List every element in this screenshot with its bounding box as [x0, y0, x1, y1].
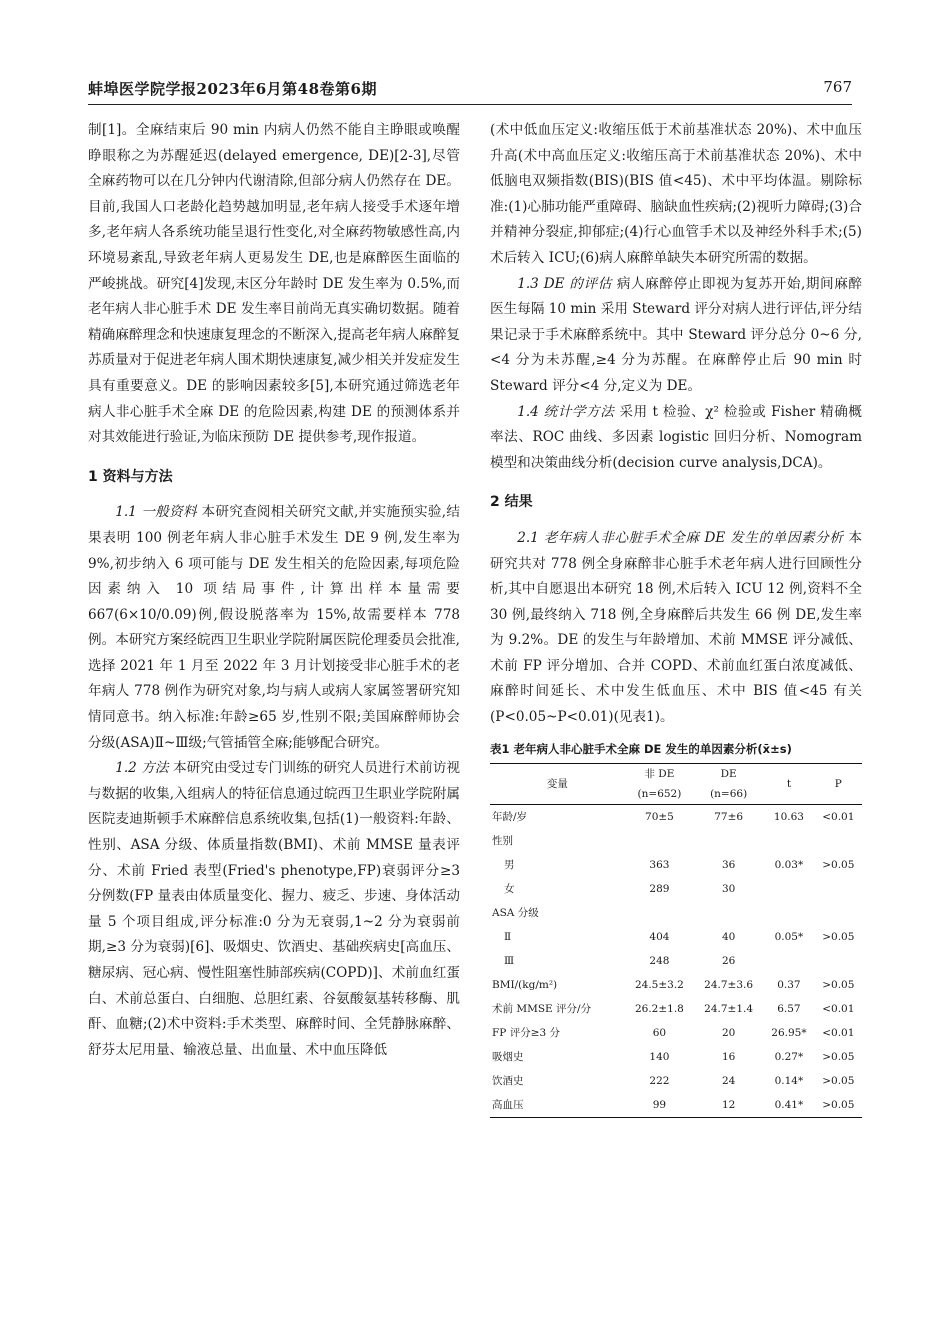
- table-cell-p: >0.05: [822, 858, 855, 871]
- table-cell-t: [763, 901, 814, 925]
- table-row: [490, 877, 862, 901]
- section-1-1-title: 1.1 一般资料: [115, 504, 197, 521]
- table-cell-var: FP 评分≥3 分: [492, 1026, 561, 1039]
- table-cell-t: 0.05*: [774, 930, 804, 943]
- table-cell-de: 24.7±1.4: [704, 1002, 754, 1015]
- table-cell-nonde: 248: [649, 954, 670, 967]
- table-cell-nonde: [625, 829, 694, 853]
- col-header-nonde: 非 DE: [644, 767, 675, 780]
- col-header-de-n: (n=66): [710, 787, 748, 800]
- table-cell-t: 6.57: [777, 1002, 801, 1015]
- table-cell-t: [763, 877, 814, 901]
- table-cell-var: 高血压: [492, 1098, 524, 1111]
- table-cell-de: 77±6: [714, 810, 744, 823]
- col-header-de: DE: [720, 767, 737, 780]
- section-1-2-text: 本研究由受过专门训练的研究人员进行术前访视与数据的收集,入组病人的特征信息通过皖西卫生职业学院附属医院麦迪斯顿手术麻醉信息系统收集,包括(1)一般资料:年龄、性别、ASA 分级、体质量指数(BMI)、术前 MMSE 量表评分、术前 Fried 表型(Fried's phenotype,FP)衰弱评分≥3 分例数(FP 量表由体质量变化、握力、疲乏、步速、身体活动量 5 个项目组成,评分标准:0 分为无衰弱,1~2 分为衰弱前期,≥3 分为衰弱)[6]、吸烟史、饮酒史、基础疾病史[高血压、糖尿病、冠心病、慢性阻塞性肺部疾病(COPD)]、术前血红蛋白、术前总蛋白、白细胞、总胆红素、谷氨酸氨基转移酶、肌酐、血糖;(2)术中资料:手术类型、麻醉时间、全凭静脉麻醉、舒芬太尼用量、输液总量、出血量、术中血压降低: [88, 760, 460, 1058]
- section-1-4-title: 1.4 统计学方法: [517, 403, 615, 420]
- section-2-1: [490, 526, 862, 731]
- table-cell-nonde: 26.2±1.8: [634, 1002, 684, 1015]
- table-title: 表1 老年病人非心脏手术全麻 DE 发生的单因素分析(x̄±s): [490, 741, 792, 756]
- table-cell-var: ASA 分级: [492, 906, 539, 919]
- table-cell-p: <0.01: [822, 1026, 855, 1039]
- table-cell-nonde: 363: [649, 858, 670, 871]
- table-cell-de: 24.7±3.6: [704, 978, 754, 991]
- col-header-t: t: [786, 777, 792, 790]
- section-2-1-text: 本研究共对 778 例全身麻醉非心脏手术老年病人进行回顾性分析,其中自愿退出本研究 18 例,术后转入 ICU 12 例,资料不全 30 例,最终纳入 718 例,全身麻醉后共发生 66 例 DE,发生率为 9.2%。DE 的发生与年龄增加、术前 MMSE 评分减低、术前 FP 评分增加、合并 COPD、术前血红蛋白浓度减低、麻醉时间延长、术中发生低血压、术中 BIS 值<45 有关(P<0.05~P<0.01)(见表1)。: [490, 529, 862, 726]
- table-cell-nonde: 99: [652, 1098, 667, 1111]
- table-cell-de: 24: [721, 1074, 736, 1087]
- col-header-p: P: [834, 777, 842, 790]
- table-row: [490, 1021, 862, 1045]
- table-cell-nonde: 404: [649, 930, 670, 943]
- table-cell-p: >0.05: [822, 978, 855, 991]
- intro-paragraph: 制[1]。全麻结束后 90 min 内病人仍然不能自主睁眼或唤醒睁眼称之为苏醒延迟(delayed emergence, DE)[2-3],尽管全麻药物可以在几分钟内代谢清除,但部分病人仍然存在 DE。目前,我国人口老龄化趋势越加明显,老年病人接受手术逐年增多,老年病人各系统功能呈退行性变化,对全麻药物敏感性高,内环境易紊乱,导致老年病人更易发生 DE,也是麻醉医生面临的严峻挑战。研究[4]发现,末区分年龄时 DE 发生率为 0.5%,而老年病人非心脏手术 DE 发生率目前尚无真实确切数据。随着精确麻醉理念和快速康复理念的不断深入,提高老年病人麻醉复苏质量对于促进老年病人围术期快速康复,减少相关并发症发生具有重要意义。DE 的影响因素较多[5],本研究通过筛选老年病人非心脏手术全麻 DE 的危险因素,构建 DE 的预测体系并对其效能进行验证,为临床预防 DE 提供参考,现作报道。: [88, 122, 460, 446]
- table-row: [490, 997, 862, 1021]
- table-body: [490, 804, 862, 1117]
- table-cell-t: 0.14*: [774, 1074, 804, 1087]
- table-cell-t: 0.41*: [774, 1098, 804, 1111]
- table-cell-t: [763, 949, 814, 973]
- table-cell-p: [815, 829, 862, 853]
- table-cell-p: >0.05: [822, 1098, 855, 1111]
- table-cell-de: 16: [721, 1050, 736, 1063]
- table-row: [490, 949, 862, 973]
- table-cell-var: 饮酒史: [492, 1074, 524, 1087]
- col-header-nonde-n: (n=652): [637, 787, 682, 800]
- table-cell-t: 10.63: [773, 810, 804, 823]
- table-cell-p: <0.01: [822, 1002, 855, 1015]
- section-heading-results: 2 结果: [490, 494, 533, 511]
- section-1-2: [88, 756, 460, 1063]
- table-cell-var: 性别: [492, 834, 513, 847]
- table-cell-var: 男: [504, 858, 515, 871]
- section-1-3-title: 1.3 DE 的评估: [517, 275, 612, 292]
- table-cell-nonde: 140: [649, 1050, 670, 1063]
- table-cell-t: [763, 829, 814, 853]
- left-column: [88, 118, 460, 1063]
- table-cell-nonde: 60: [652, 1026, 667, 1039]
- continued-paragraph: (术中低血压定义:收缩压低于术前基准状态 20%)、术中血压升高(术中高血压定义:收缩压高于术前基准状态 20%)、术中低脑电双频指数(BIS)(BIS 值<45)、术中平均体温。剔除标准:(1)心肺功能严重障碍、脑缺血性疾病;(2)视听力障碍;(3)合并精神分裂症,抑郁症;(4)行心血管手术以及神经外科手术;(5)术后转入 ICU;(6)病人麻醉单缺失本研究所需的数据。: [490, 122, 862, 266]
- section-1-1: [88, 500, 460, 756]
- table-cell-p: [815, 877, 862, 901]
- table-cell-t: 0.03*: [774, 858, 804, 871]
- page-header: [88, 74, 852, 105]
- table-cell-de: 40: [721, 930, 736, 943]
- table-row: [490, 1045, 862, 1069]
- table-cell-p: [815, 949, 862, 973]
- section-heading-methods: 1 资料与方法: [88, 468, 173, 485]
- table-cell-de: [694, 901, 763, 925]
- section-1-4-text: 采用 t 检验、χ² 检验或 Fisher 精确概率法、ROC 曲线、多因素 logistic 回归分析、Nomogram 模型和决策曲线分析(decision curve analysis,DCA)。: [490, 403, 862, 471]
- table-cell-nonde: 222: [649, 1074, 670, 1087]
- table-cell-var: 术前 MMSE 评分/分: [492, 1002, 592, 1015]
- section-2-1-title: 2.1 老年病人非心脏手术全麻 DE 发生的单因素分析: [517, 529, 844, 546]
- table-cell-var: 吸烟史: [492, 1050, 524, 1063]
- table-cell-de: 26: [721, 954, 736, 967]
- section-1-1-text: 本研究查阅相关研究文献,并实施预实验,结果表明 100 例老年病人非心脏手术发生 DE 9 例,发生率为 9%,初步纳入 6 项可能与 DE 发生相关的危险因素,每项危险因素纳入 10 项结局事件,计算出样本量需要 667(6×10/0.09)例,假设脱落率为 15%,故需要样本 778 例。本研究方案经皖西卫生职业学院附属医院伦理委员会批准,选择 2021 年 1 月至 2022 年 3 月计划接受非心脏手术的老年病人 778 例作为研究对象,均与病人或病人家属签署研究知情同意书。纳入标准:年龄≥65 岁,性别不限;美国麻醉师协会分级(ASA)Ⅱ~Ⅲ级;气管插管全麻;能够配合研究。: [88, 504, 460, 751]
- table-row: [490, 1093, 862, 1118]
- table-cell-var: Ⅲ: [504, 954, 515, 967]
- table-row: [490, 925, 862, 949]
- table-cell-p: >0.05: [822, 1074, 855, 1087]
- table-cell-p: <0.01: [822, 810, 855, 823]
- table-cell-var: 女: [504, 882, 515, 895]
- table-cell-nonde: 24.5±3.2: [634, 978, 684, 991]
- table-cell-p: [815, 901, 862, 925]
- table-cell-var: Ⅱ: [504, 930, 512, 943]
- right-column: [490, 118, 862, 1118]
- table-row: [490, 853, 862, 877]
- col-header-variable: 变量: [546, 777, 568, 790]
- table-cell-t: 0.27*: [774, 1050, 804, 1063]
- table-row: [490, 973, 862, 997]
- section-1-3: [490, 272, 862, 400]
- table-cell-de: 20: [721, 1026, 736, 1039]
- table-cell-var: 年龄/岁: [492, 810, 528, 823]
- table-cell-p: >0.05: [822, 1050, 855, 1063]
- table-cell-nonde: 289: [649, 882, 670, 895]
- table-cell-nonde: 70±5: [645, 810, 674, 823]
- journal-title: 蚌埠医学院学报2023年6月第48卷第6期: [88, 80, 377, 98]
- table-row: [490, 804, 862, 829]
- table-cell-t: 26.95*: [771, 1026, 807, 1039]
- page-number: 767: [823, 78, 852, 96]
- table-row: [490, 829, 862, 853]
- table-cell-de: 12: [721, 1098, 736, 1111]
- table-cell-de: [694, 829, 763, 853]
- table-cell-nonde: [625, 901, 694, 925]
- section-1-2-title: 1.2 方法: [115, 760, 169, 777]
- section-1-3-text: 病人麻醉停止即视为复苏开始,期间麻醉医生每隔 10 min 采用 Steward 评分对病人进行评估,评分结果记录于手术麻醉系统中。其中 Steward 评分总分 0~6 分,<4 分为未苏醒,≥4 分为苏醒。在麻醉停止后 90 min 时 Steward 评分<4 分,定义为 DE。: [490, 275, 862, 394]
- section-1-4: [490, 400, 862, 477]
- univariate-table: [490, 763, 862, 1118]
- table-row: [490, 1069, 862, 1093]
- table-cell-de: 30: [721, 882, 736, 895]
- table-cell-var: BMI/(kg/m²): [492, 978, 558, 991]
- table-cell-t: 0.37: [777, 978, 801, 991]
- table-cell-de: 36: [721, 858, 736, 871]
- table-row: [490, 901, 862, 925]
- table-cell-p: >0.05: [822, 930, 855, 943]
